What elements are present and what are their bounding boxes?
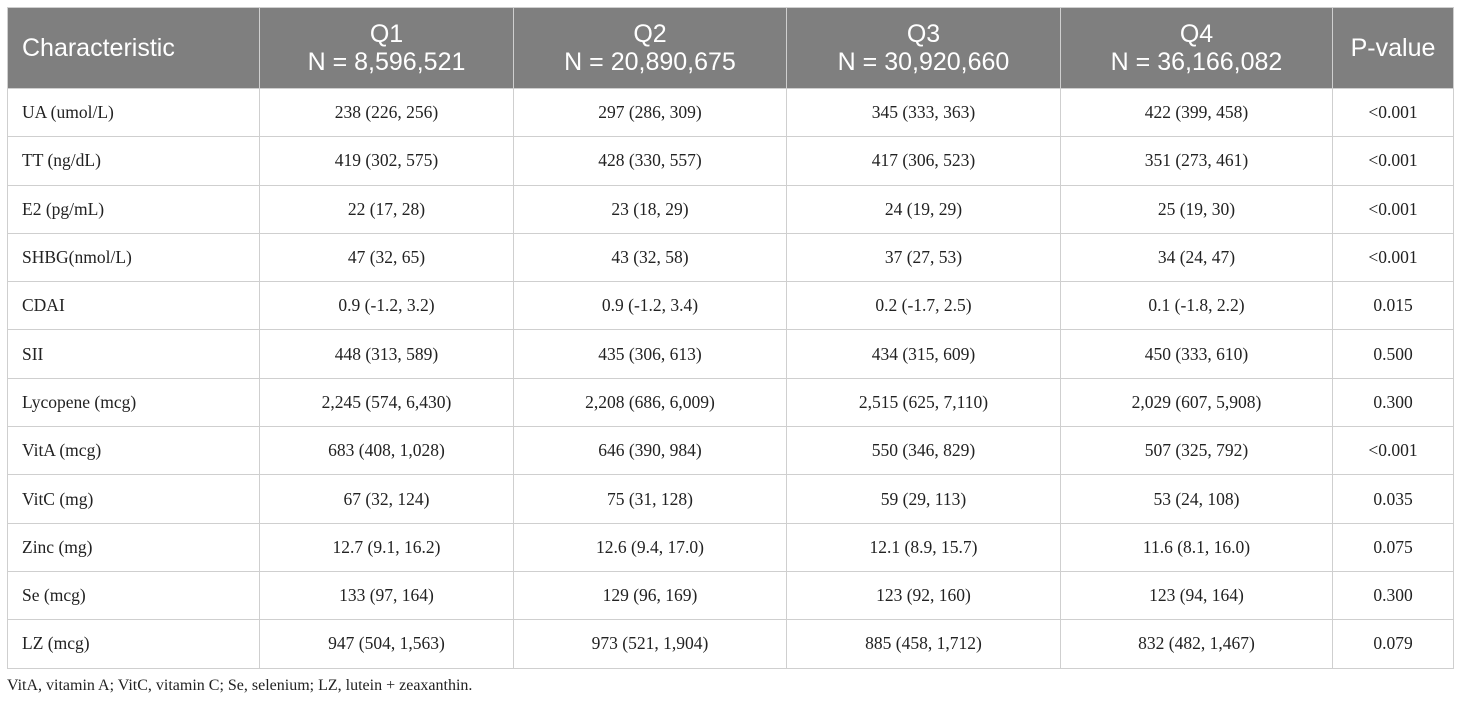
cell-q1: 12.7 (9.1, 16.2) (260, 523, 514, 571)
cell-q1: 133 (97, 164) (260, 571, 514, 619)
row-label: Se (mcg) (8, 571, 260, 619)
cell-q4: 11.6 (8.1, 16.0) (1061, 523, 1333, 571)
table-footnote: VitA, vitamin A; VitC, vitamin C; Se, selenium; LZ, lutein + zeaxanthin. (7, 677, 473, 694)
row-label: CDAI (8, 282, 260, 330)
cell-q3: 12.1 (8.9, 15.7) (787, 523, 1061, 571)
cell-pvalue: 0.035 (1333, 475, 1454, 523)
header-q3-n: N = 30,920,660 (837, 48, 1010, 76)
cell-pvalue: 0.300 (1333, 378, 1454, 426)
cell-q2: 646 (390, 984) (514, 427, 787, 475)
cell-q2: 0.9 (-1.2, 3.4) (514, 282, 787, 330)
cell-q1: 419 (302, 575) (260, 137, 514, 185)
header-q3-name: Q3 (906, 20, 941, 48)
row-label: TT (ng/dL) (8, 137, 260, 185)
characteristics-table (7, 7, 1454, 669)
header-q4-name: Q4 (1179, 20, 1214, 48)
table-row (8, 523, 1454, 571)
table-row (8, 89, 1454, 137)
header-q2-n: N = 20,890,675 (564, 48, 736, 76)
cell-q4: 2,029 (607, 5,908) (1061, 378, 1333, 426)
header-characteristic: Characteristic (8, 8, 260, 89)
cell-pvalue: 0.500 (1333, 330, 1454, 378)
cell-q4: 25 (19, 30) (1061, 185, 1333, 233)
header-q1 (260, 8, 514, 89)
header-pvalue: P-value (1333, 8, 1454, 89)
cell-q2: 2,208 (686, 6,009) (514, 378, 787, 426)
cell-q4: 123 (94, 164) (1061, 571, 1333, 619)
cell-pvalue: <0.001 (1333, 89, 1454, 137)
table-row (8, 378, 1454, 426)
row-label: UA (umol/L) (8, 89, 260, 137)
table-row (8, 571, 1454, 619)
table-row (8, 137, 1454, 185)
cell-q4: 450 (333, 610) (1061, 330, 1333, 378)
cell-q3: 0.2 (-1.7, 2.5) (787, 282, 1061, 330)
table-container (7, 7, 1453, 669)
cell-q3: 24 (19, 29) (787, 185, 1061, 233)
cell-q4: 351 (273, 461) (1061, 137, 1333, 185)
header-q1-name: Q1 (369, 20, 404, 48)
cell-q1: 238 (226, 256) (260, 89, 514, 137)
cell-q1: 67 (32, 124) (260, 475, 514, 523)
cell-q2: 297 (286, 309) (514, 89, 787, 137)
cell-q3: 123 (92, 160) (787, 571, 1061, 619)
cell-q2: 129 (96, 169) (514, 571, 787, 619)
row-label: SHBG(nmol/L) (8, 233, 260, 281)
header-q3 (787, 8, 1061, 89)
cell-q2: 428 (330, 557) (514, 137, 787, 185)
cell-q1: 22 (17, 28) (260, 185, 514, 233)
row-label: VitA (mcg) (8, 427, 260, 475)
table-row (8, 330, 1454, 378)
header-q2 (514, 8, 787, 89)
table-row (8, 185, 1454, 233)
cell-q3: 434 (315, 609) (787, 330, 1061, 378)
row-label: Zinc (mg) (8, 523, 260, 571)
cell-q4: 422 (399, 458) (1061, 89, 1333, 137)
cell-q1: 2,245 (574, 6,430) (260, 378, 514, 426)
row-label: LZ (mcg) (8, 620, 260, 668)
table-body (8, 89, 1454, 669)
cell-q3: 59 (29, 113) (787, 475, 1061, 523)
header-q1-n: N = 8,596,521 (307, 48, 466, 76)
cell-q2: 75 (31, 128) (514, 475, 787, 523)
cell-q3: 345 (333, 363) (787, 89, 1061, 137)
cell-pvalue: <0.001 (1333, 233, 1454, 281)
table-row (8, 427, 1454, 475)
header-q4-n: N = 36,166,082 (1110, 48, 1283, 76)
table-row (8, 282, 1454, 330)
table-row (8, 233, 1454, 281)
table-row (8, 475, 1454, 523)
cell-q2: 973 (521, 1,904) (514, 620, 787, 668)
table-header (8, 8, 1454, 89)
cell-q3: 550 (346, 829) (787, 427, 1061, 475)
cell-q2: 435 (306, 613) (514, 330, 787, 378)
cell-q3: 37 (27, 53) (787, 233, 1061, 281)
row-label: Lycopene (mcg) (8, 378, 260, 426)
cell-q3: 885 (458, 1,712) (787, 620, 1061, 668)
cell-q4: 53 (24, 108) (1061, 475, 1333, 523)
row-label: E2 (pg/mL) (8, 185, 260, 233)
cell-pvalue: <0.001 (1333, 137, 1454, 185)
cell-q2: 43 (32, 58) (514, 233, 787, 281)
table-row (8, 620, 1454, 668)
cell-q2: 12.6 (9.4, 17.0) (514, 523, 787, 571)
cell-q4: 34 (24, 47) (1061, 233, 1333, 281)
cell-q1: 683 (408, 1,028) (260, 427, 514, 475)
row-label: SII (8, 330, 260, 378)
row-label: VitC (mg) (8, 475, 260, 523)
cell-pvalue: <0.001 (1333, 185, 1454, 233)
cell-q2: 23 (18, 29) (514, 185, 787, 233)
cell-q1: 0.9 (-1.2, 3.2) (260, 282, 514, 330)
header-q2-name: Q2 (633, 20, 667, 48)
cell-pvalue: 0.075 (1333, 523, 1454, 571)
cell-q3: 417 (306, 523) (787, 137, 1061, 185)
cell-q3: 2,515 (625, 7,110) (787, 378, 1061, 426)
cell-q1: 448 (313, 589) (260, 330, 514, 378)
cell-pvalue: 0.015 (1333, 282, 1454, 330)
cell-q4: 0.1 (-1.8, 2.2) (1061, 282, 1333, 330)
cell-q1: 47 (32, 65) (260, 233, 514, 281)
cell-q1: 947 (504, 1,563) (260, 620, 514, 668)
cell-q4: 507 (325, 792) (1061, 427, 1333, 475)
cell-pvalue: 0.300 (1333, 571, 1454, 619)
cell-pvalue: <0.001 (1333, 427, 1454, 475)
cell-pvalue: 0.079 (1333, 620, 1454, 668)
header-row (8, 8, 1454, 89)
header-q4 (1061, 8, 1333, 89)
cell-q4: 832 (482, 1,467) (1061, 620, 1333, 668)
